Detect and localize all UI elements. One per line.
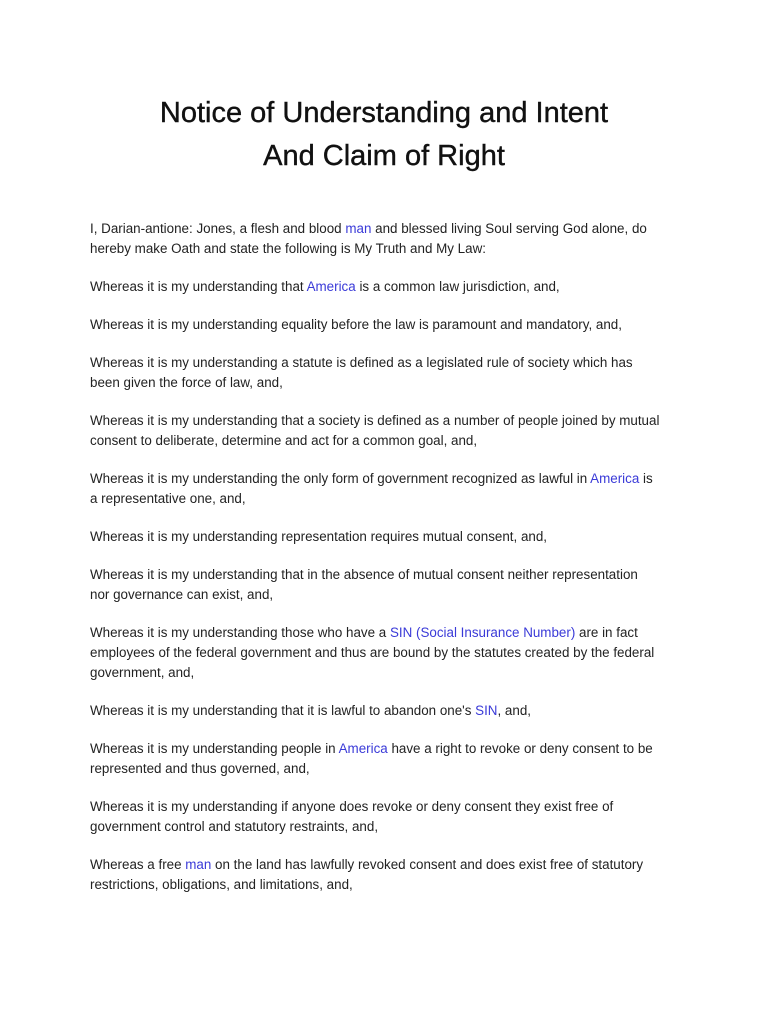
text-segment: represented and thus governed, and, (90, 761, 310, 776)
text-segment: Whereas it is my understanding representation requires mutual consent, and, (90, 529, 548, 544)
inline-link[interactable]: man (345, 221, 372, 236)
whereas-paragraph (90, 219, 682, 259)
text-segment: a representative one, and, (90, 491, 246, 506)
text-segment: government control and statutory restraints, and, (90, 819, 379, 834)
paragraph-line (90, 701, 682, 721)
text-segment: Whereas it is my understanding that it is lawful to abandon one's (90, 703, 476, 718)
inline-link[interactable]: man (185, 857, 212, 872)
whereas-paragraph (90, 565, 682, 605)
whereas-paragraph (90, 701, 682, 721)
text-segment: is a common law jurisdiction, and, (355, 279, 560, 294)
text-segment: Whereas a free (90, 857, 186, 872)
whereas-paragraph (90, 469, 682, 509)
paragraph-line (90, 623, 682, 643)
text-segment: nor governance can exist, and, (90, 587, 274, 602)
paragraph-line (90, 663, 682, 683)
text-segment: on the land has lawfully revoked consent and does exist free of statutory (211, 857, 644, 872)
paragraph-line (90, 353, 682, 373)
paragraph-line (90, 469, 682, 489)
text-segment: employees of the federal government and thus are bound by the statutes created by the federal (90, 645, 655, 660)
text-segment: Whereas it is my understanding those who have a (90, 625, 390, 640)
inline-link[interactable]: SIN (475, 703, 498, 718)
whereas-paragraph (90, 527, 682, 547)
whereas-paragraph (90, 855, 682, 895)
text-segment: Whereas it is my understanding that (90, 279, 307, 294)
text-segment: hereby make Oath and state the following is My Truth and My Law: (90, 241, 486, 256)
paragraph-line (90, 527, 682, 547)
inline-link[interactable]: America (338, 741, 388, 756)
paragraph-line (90, 643, 682, 663)
paragraph-line (90, 411, 682, 431)
paragraph-line (90, 817, 682, 837)
paragraph-line (90, 875, 682, 895)
text-segment: Whereas it is my understanding if anyone does revoke or deny consent they exist free of (90, 799, 614, 814)
paragraph-line (90, 219, 682, 239)
paragraph-line (90, 565, 682, 585)
paragraph-line (90, 855, 682, 875)
text-segment: Whereas it is my understanding that a society is defined as a number of people joined by mutual (90, 413, 660, 428)
paragraph-line (90, 239, 682, 259)
paragraph-line (90, 431, 682, 451)
text-segment: , and, (497, 703, 531, 718)
paragraph-line (90, 277, 682, 297)
text-segment: and blessed living Soul serving God alone, do (371, 221, 647, 236)
whereas-paragraph (90, 623, 682, 683)
text-segment: is (639, 471, 653, 486)
whereas-paragraph (90, 353, 682, 393)
text-segment: Whereas it is my understanding people in (90, 741, 339, 756)
paragraph-line (90, 797, 682, 817)
text-segment: Whereas it is my understanding that in the absence of mutual consent neither representation (90, 567, 638, 582)
inline-link[interactable]: America (306, 279, 356, 294)
text-segment: I, Darian-antione: Jones, a flesh and blood (90, 221, 346, 236)
whereas-paragraph (90, 411, 682, 451)
paragraph-line (90, 585, 682, 605)
inline-link[interactable]: America (590, 471, 640, 486)
paragraph-line (90, 373, 682, 393)
text-segment: been given the force of law, and, (90, 375, 283, 390)
text-segment: government, and, (90, 665, 195, 680)
text-segment: restrictions, obligations, and limitations, and, (90, 877, 353, 892)
title-line-2: And Claim of Right (263, 140, 505, 172)
document-body (90, 219, 682, 913)
whereas-paragraph (90, 739, 682, 779)
paragraph-line (90, 315, 682, 335)
title-line-1: Notice of Understanding and Intent (159, 97, 609, 129)
text-segment: Whereas it is my understanding the only form of government recognized as lawful in (90, 471, 591, 486)
document-title (0, 92, 768, 178)
text-segment: consent to deliberate, determine and act for a common goal, and, (90, 433, 478, 448)
text-segment: Whereas it is my understanding a statute is defined as a legislated rule of society which has (90, 355, 633, 370)
whereas-paragraph (90, 797, 682, 837)
text-segment: have a right to revoke or deny consent to be (387, 741, 653, 756)
inline-link[interactable]: SIN (Social Insurance Number) (389, 625, 576, 640)
paragraph-line (90, 489, 682, 509)
whereas-paragraph (90, 315, 682, 335)
text-segment: Whereas it is my understanding equality before the law is paramount and mandatory, and, (90, 317, 622, 332)
text-segment: are in fact (575, 625, 638, 640)
paragraph-line (90, 739, 682, 759)
paragraph-line (90, 759, 682, 779)
whereas-paragraph (90, 277, 682, 297)
